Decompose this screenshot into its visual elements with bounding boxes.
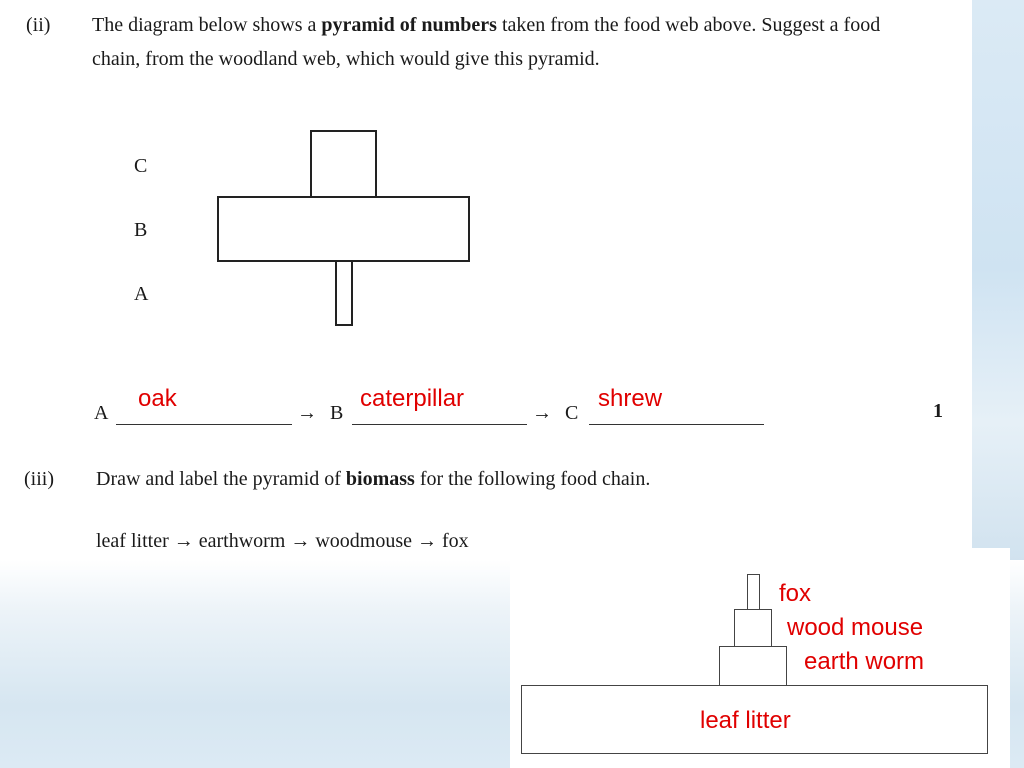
pyramid-bar-c — [310, 130, 377, 198]
part-ii-marker: (ii) — [26, 14, 51, 36]
level-label-b: B — [134, 219, 148, 241]
pyramid-bar-a — [335, 260, 353, 326]
answer-blank-a[interactable] — [116, 406, 292, 429]
chain-letter-c: C — [565, 402, 579, 424]
biomass-bar-fox — [747, 574, 760, 610]
part-iii-text-before: Draw and label the pyramid of — [96, 468, 346, 490]
answer-blank-c[interactable] — [589, 406, 764, 429]
biomass-bar-earth-worm — [719, 646, 787, 686]
part-ii-bold-term: pyramid of numbers — [321, 14, 497, 36]
level-label-a: A — [134, 283, 149, 305]
pyramid-bar-b — [217, 196, 470, 262]
chain-letter-b: B — [330, 402, 344, 424]
answer-blank-b[interactable] — [352, 406, 527, 429]
marks-value: 1 — [933, 400, 943, 422]
level-label-c: C — [134, 155, 148, 177]
biomass-bar-wood-mouse — [734, 609, 772, 647]
part-iii-question — [96, 468, 650, 491]
chain-letter-a: A — [94, 402, 109, 424]
answer-a: oak — [138, 385, 177, 412]
part-iii-text-after: for the following food chain. — [414, 468, 651, 490]
part-ii-text-after: taken from the food web above. Suggest a food chain, from the woodland web, which would give this pyramid. — [92, 14, 881, 70]
chain-arrow-2: → — [532, 402, 552, 424]
biomass-label-wood-mouse: wood mouse — [787, 614, 924, 641]
biomass-label-earth-worm: earth worm — [804, 648, 925, 675]
chain-arrow-1: → — [297, 402, 317, 424]
answer-c: shrew — [598, 385, 663, 412]
answer-b: caterpillar — [360, 385, 465, 412]
part-ii-text-before: The diagram below shows a — [92, 14, 322, 36]
part-ii-question — [92, 8, 902, 76]
biomass-label-leaf-litter: leaf litter — [700, 707, 791, 734]
part-iii-bold-term: biomass — [345, 468, 415, 490]
part-iii-food-chain: leaf litter → earthworm → woodmouse → fox — [96, 530, 469, 552]
part-iii-marker: (iii) — [24, 468, 54, 490]
biomass-label-fox: fox — [779, 580, 812, 607]
